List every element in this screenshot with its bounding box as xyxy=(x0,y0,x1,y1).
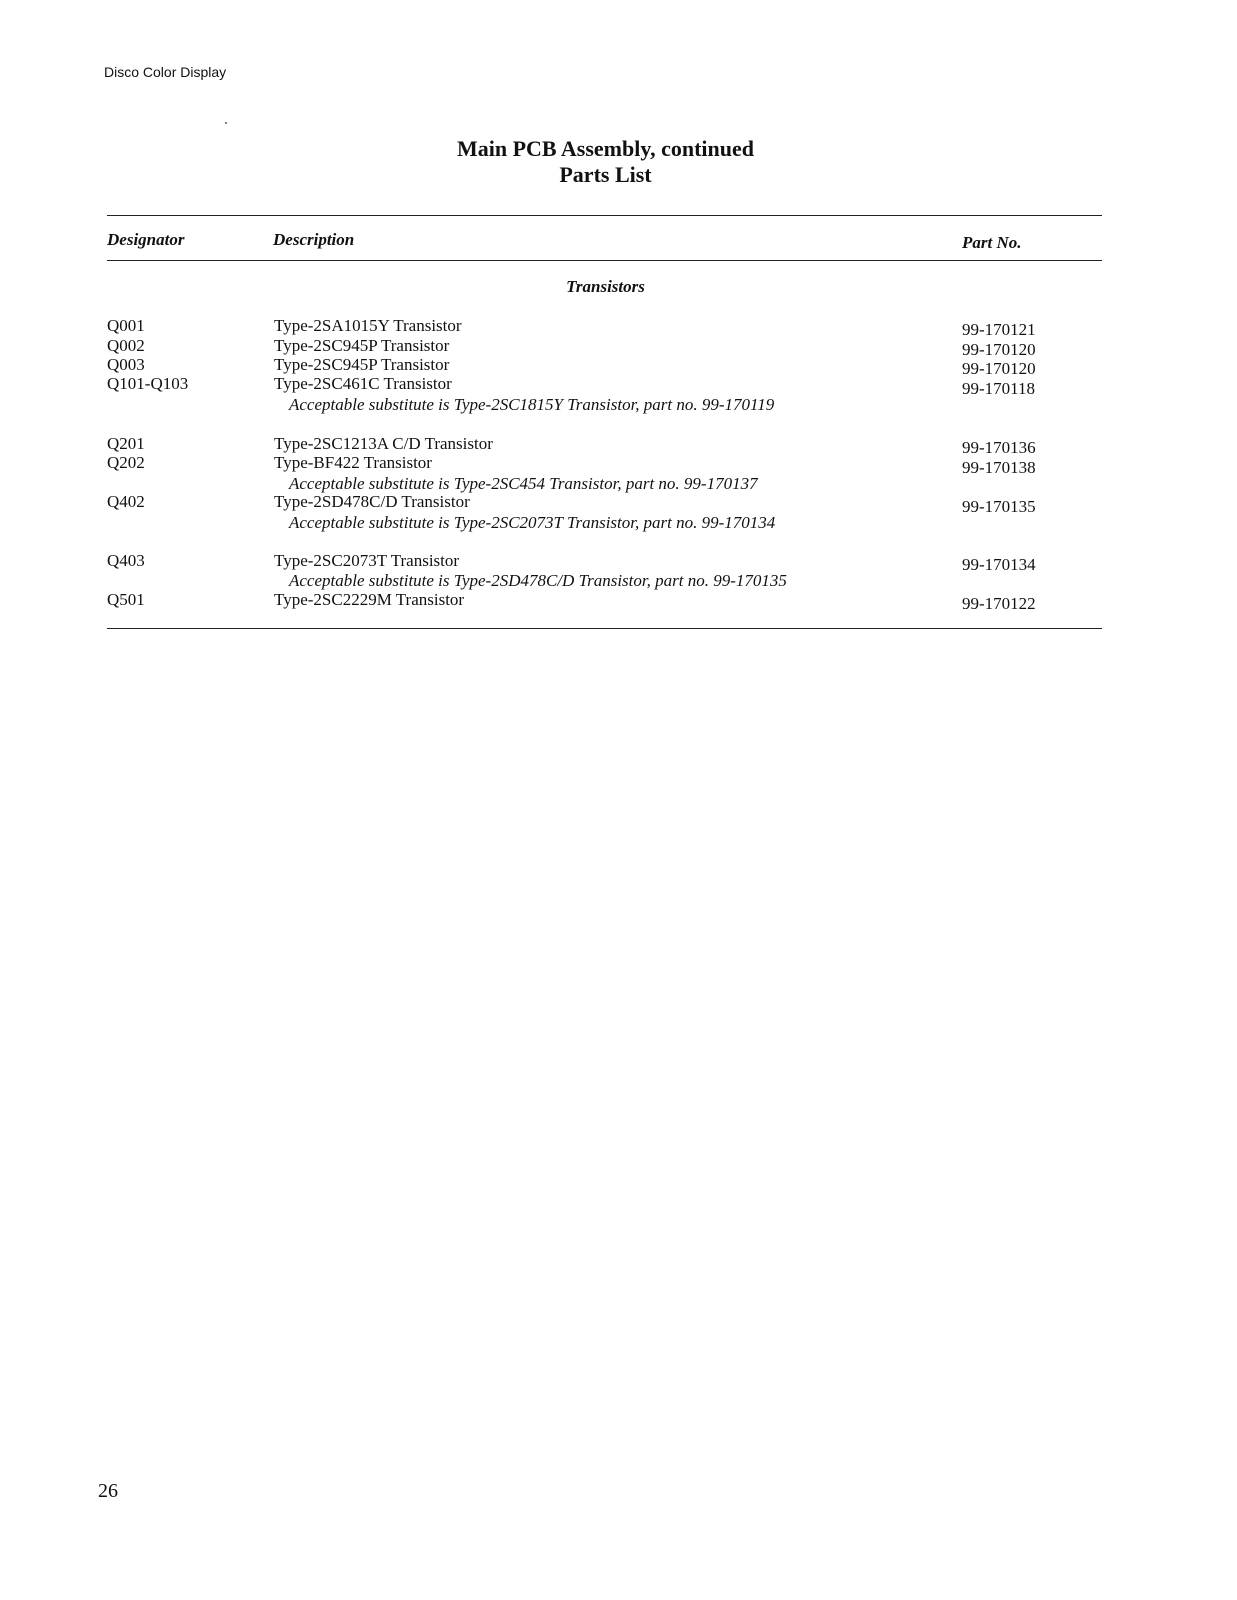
row-description: Type-2SC461C Transistor xyxy=(274,374,452,393)
section-heading: Transistors xyxy=(566,277,645,296)
row-designator: Q201 xyxy=(107,434,145,453)
row-part-no: 99-170120 xyxy=(962,340,1036,359)
row-designator: Q001 xyxy=(107,316,145,335)
table-header-rule xyxy=(107,260,1102,261)
row-designator: Q501 xyxy=(107,590,145,609)
table-top-rule xyxy=(107,215,1102,216)
row-designator: Q202 xyxy=(107,453,145,472)
row-substitute-note: Acceptable substitute is Type-2SC1815Y Transistor, part no. 99-170119 xyxy=(289,395,775,414)
row-description: Type-2SC945P Transistor xyxy=(274,336,450,355)
row-part-no: 99-170120 xyxy=(962,359,1036,378)
running-header: Disco Color Display xyxy=(104,64,227,80)
row-designator: Q003 xyxy=(107,355,145,374)
row-description: Type-BF422 Transistor xyxy=(274,453,432,472)
column-header-designator: Designator xyxy=(107,230,185,249)
row-description: Type-2SD478C/D Transistor xyxy=(274,492,470,511)
row-description: Type-2SC1213A C/D Transistor xyxy=(274,434,493,453)
stray-mark xyxy=(225,122,227,124)
title-line-1: Main PCB Assembly, continued xyxy=(456,136,755,161)
row-part-no: 99-170135 xyxy=(962,497,1036,516)
row-part-no: 99-170138 xyxy=(962,458,1036,477)
row-part-no: 99-170136 xyxy=(962,438,1036,457)
page-number: 26 xyxy=(98,1480,118,1502)
row-part-no: 99-170134 xyxy=(962,555,1036,574)
row-designator: Q002 xyxy=(107,336,145,355)
table-bottom-rule xyxy=(107,628,1102,629)
row-substitute-note: Acceptable substitute is Type-2SD478C/D Transistor, part no. 99-170135 xyxy=(289,571,787,590)
column-header-part-no: Part No. xyxy=(962,233,1022,252)
row-substitute-note: Acceptable substitute is Type-2SC2073T Transistor, part no. 99-170134 xyxy=(289,513,776,532)
row-designator: Q101-Q103 xyxy=(107,374,189,393)
row-part-no: 99-170122 xyxy=(962,594,1036,613)
row-description: Type-2SA1015Y Transistor xyxy=(274,316,462,335)
row-substitute-note: Acceptable substitute is Type-2SC454 Transistor, part no. 99-170137 xyxy=(289,474,758,493)
title-line-2: Parts List xyxy=(559,162,652,187)
row-description: Type-2SC2229M Transistor xyxy=(274,590,465,609)
column-header-description: Description xyxy=(273,230,355,249)
row-part-no: 99-170121 xyxy=(962,320,1036,339)
row-description: Type-2SC2073T Transistor xyxy=(274,551,460,570)
row-part-no: 99-170118 xyxy=(962,379,1036,398)
page-title xyxy=(0,136,1237,188)
row-designator: Q402 xyxy=(107,492,145,511)
row-description: Type-2SC945P Transistor xyxy=(274,355,450,374)
row-designator: Q403 xyxy=(107,551,145,570)
